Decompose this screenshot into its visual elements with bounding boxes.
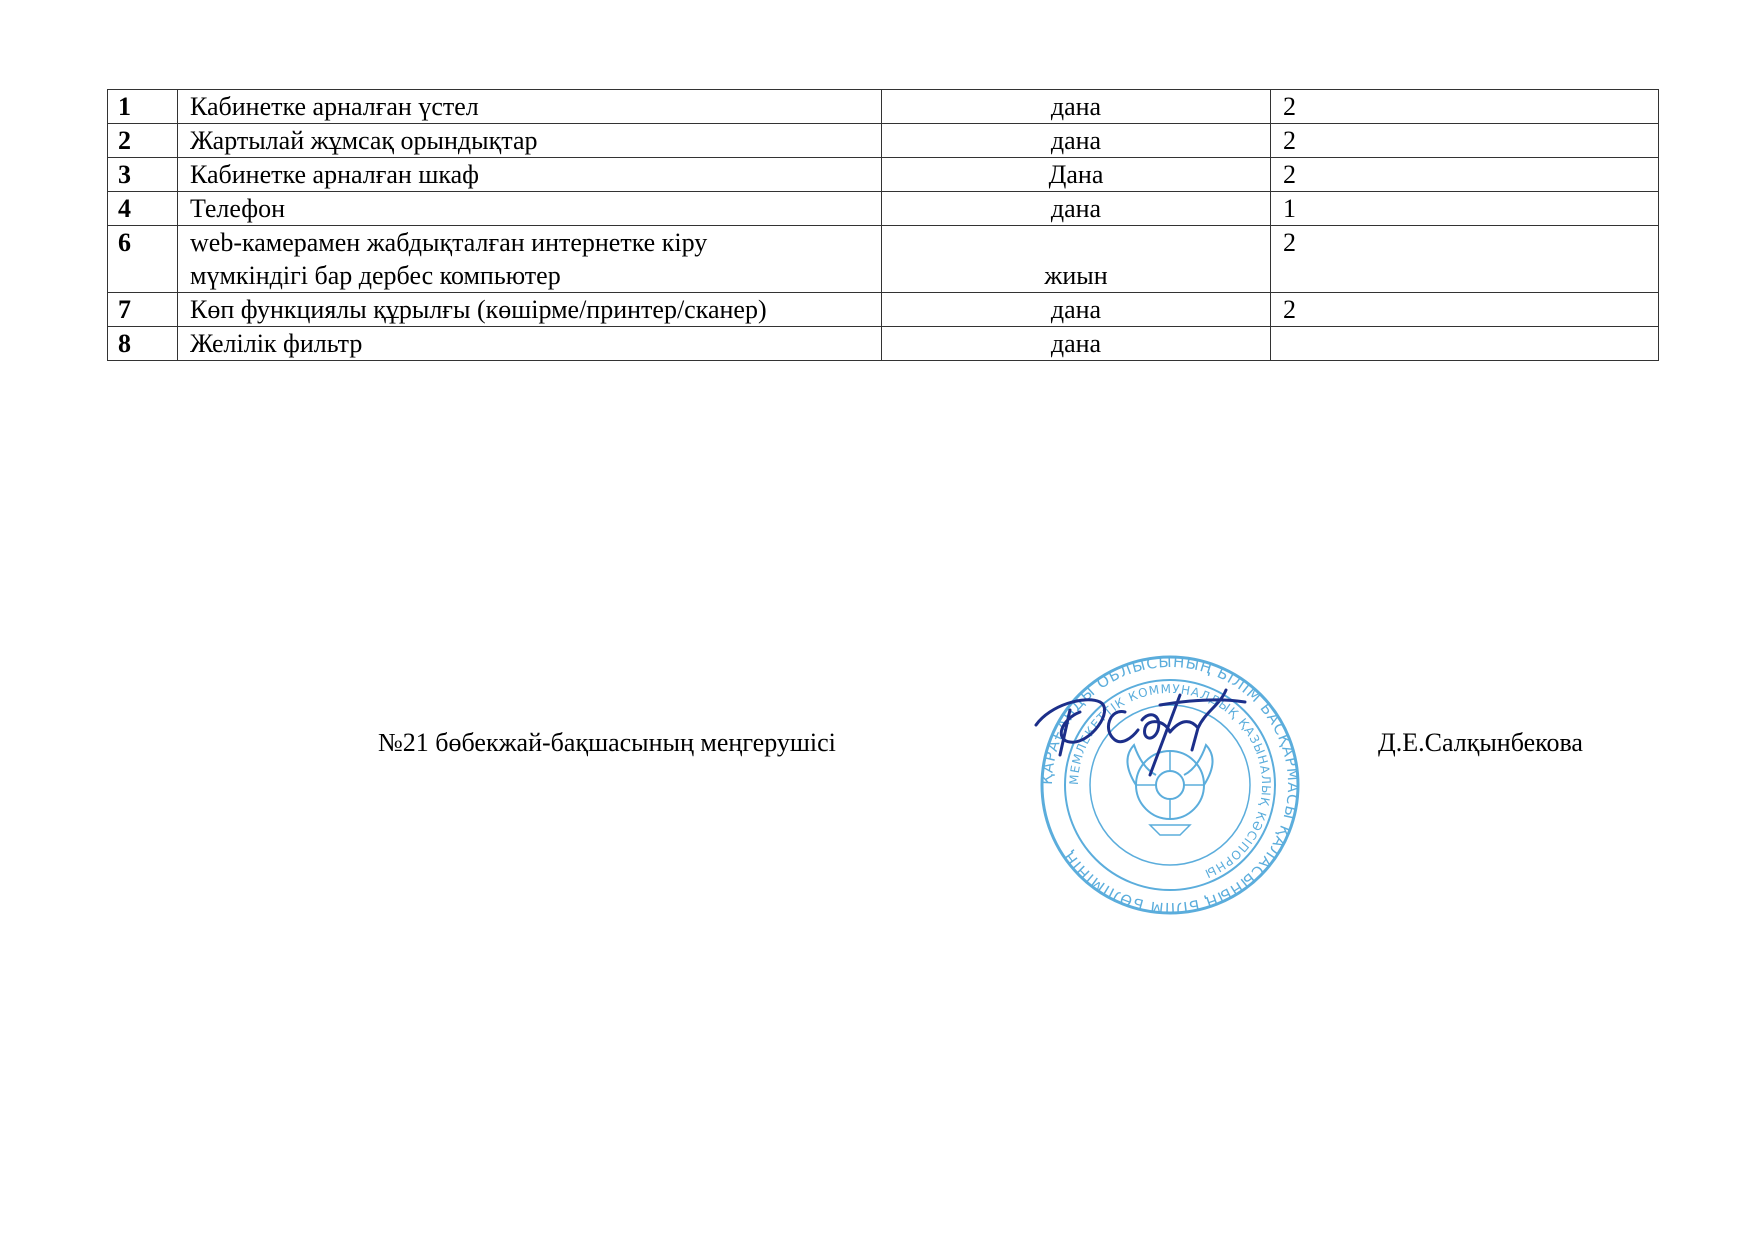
item-name-line: Желілік фильтр <box>190 329 363 358</box>
item-quantity: 2 <box>1271 226 1659 293</box>
item-quantity: 1 <box>1271 192 1659 226</box>
row-number: 6 <box>108 226 178 293</box>
item-name <box>178 124 882 158</box>
item-name-line: Жартылай жұмсақ орындықтар <box>190 126 538 155</box>
seal-emblem <box>1038 653 1302 917</box>
item-quantity <box>1271 327 1659 361</box>
table-row <box>108 327 1659 361</box>
item-name <box>178 293 882 327</box>
item-unit: дана <box>882 192 1271 226</box>
table-row <box>108 158 1659 192</box>
seal-inner-text: МЕМЛЕКЕТТІК КОММУНАЛДЫҚ ҚАЗЫНАЛЫҚ КӘСІПОРНЫ <box>1066 681 1274 881</box>
row-number: 4 <box>108 192 178 226</box>
item-name-line: Көп функциялы құрылғы (көшірме/принтер/сканер) <box>190 295 767 324</box>
row-number: 7 <box>108 293 178 327</box>
item-name-line: Кабинетке арналған шкаф <box>190 160 479 189</box>
signatory-name: Д.Е.Салқынбекова <box>1378 728 1583 757</box>
table-row <box>108 226 1659 293</box>
item-unit: жиын <box>882 226 1271 293</box>
item-unit: дана <box>882 327 1271 361</box>
item-name-line: мүмкіндігі бар дербес компьютер <box>190 261 561 290</box>
item-quantity: 2 <box>1271 90 1659 124</box>
item-name <box>178 90 882 124</box>
table-row <box>108 192 1659 226</box>
item-unit: дана <box>882 293 1271 327</box>
item-name-line: web-камерамен жабдықталған интернетке кіру <box>190 228 708 257</box>
item-quantity: 2 <box>1271 158 1659 192</box>
emblem-icon <box>1127 745 1212 835</box>
signatory-position: №21 бөбекжай-бақшасының меңгерушісі <box>378 728 836 757</box>
item-name <box>178 327 882 361</box>
item-name <box>178 158 882 192</box>
table-row <box>108 124 1659 158</box>
table-row <box>108 293 1659 327</box>
inventory-table-body <box>108 90 1659 361</box>
item-name <box>178 192 882 226</box>
official-seal-stamp <box>1030 650 1310 920</box>
inventory-table <box>107 89 1659 361</box>
row-number: 8 <box>108 327 178 361</box>
item-name-line: Телефон <box>190 194 286 223</box>
seal-outer-text: ҚАРАҒАНДЫ ОБЛЫСЫНЫҢ БІЛІМ БАСҚАРМАСЫ ҚАЛАСЫНЫҢ БІЛІМ БӨЛІМІНІҢ <box>1037 652 1303 918</box>
table-row <box>108 90 1659 124</box>
item-name <box>178 226 882 293</box>
item-unit: дана <box>882 124 1271 158</box>
item-unit: Дана <box>882 158 1271 192</box>
item-name-line: Кабинетке арналған үстел <box>190 92 479 121</box>
item-unit: дана <box>882 90 1271 124</box>
item-quantity: 2 <box>1271 124 1659 158</box>
row-number: 3 <box>108 158 178 192</box>
item-quantity: 2 <box>1271 293 1659 327</box>
row-number: 1 <box>108 90 178 124</box>
row-number: 2 <box>108 124 178 158</box>
